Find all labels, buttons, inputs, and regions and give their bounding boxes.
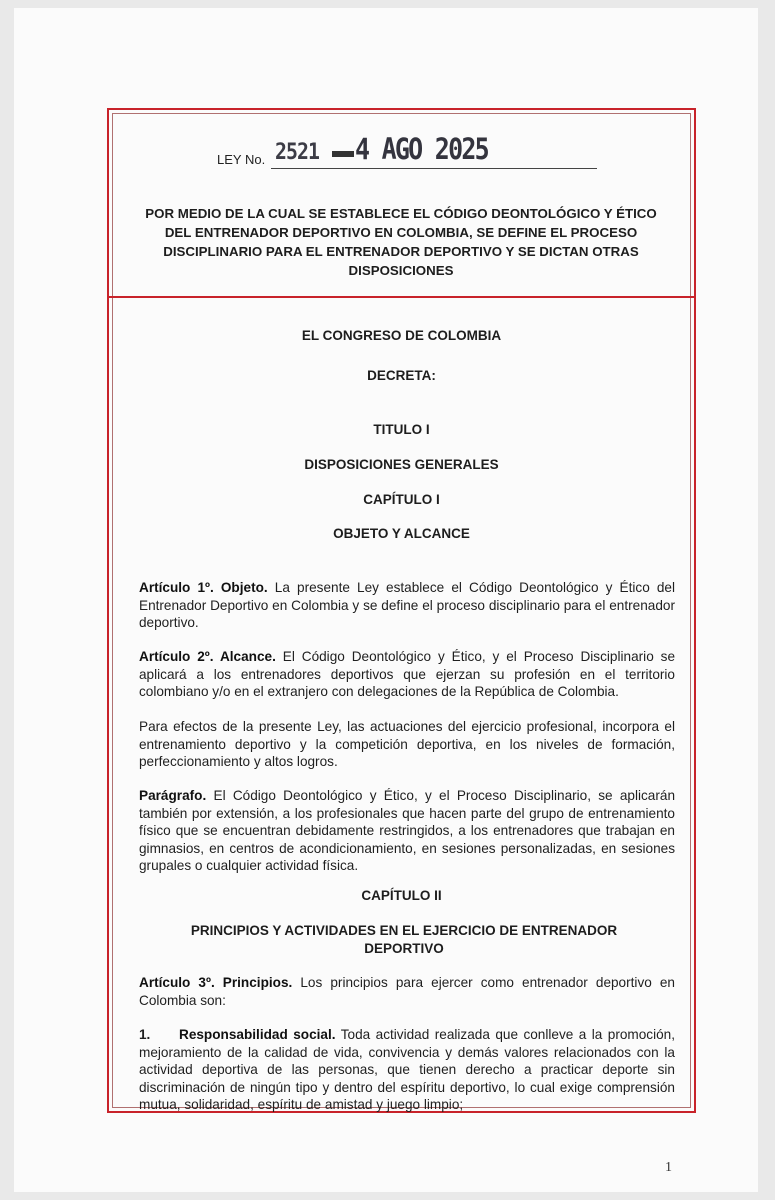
article-2-paragraph-2: Para efectos de la presente Ley, las actuaciones del ejercicio profesional, incorpora el entrenamiento deportivo y la competición deportiva, en los niveles de formación, perfeccionamiento y altos logros. [139, 719, 675, 769]
congress-heading: EL CONGRESO DE COLOMBIA [301, 328, 502, 343]
capitulo-2-heading: CAPÍTULO II [361, 888, 442, 903]
item-1-number: 1. [139, 1027, 151, 1042]
article-2-text: El Código Deontológico y Ético, y el Proceso Disciplinario se aplicará a los entrenadores deportivos que ejerzan su profesión en el territorio colombiano y/o en el extranjero con delegaciones de la República de Colombia. [139, 649, 676, 699]
item-1-text: Toda actividad realizada que conlleve a la promoción, mejoramiento de la calidad de vida, convivencia y demás valores relacionados con la actividad deportiva de las personas, que tienen derecho a practicar deporte sin discriminación de ningún tipo y dentro del espíritu deportivo, lo cual exige comprensión mutua, solidaridad, espíritu de amistad y juego limpio; [139, 1027, 676, 1112]
capitulo-1-heading: CAPÍTULO I [363, 492, 440, 507]
document-page [14, 8, 758, 1192]
paragrafo-text: El Código Deontológico y Ético, y el Proceso Disciplinario, se aplicarán también por extensión, a los profesionales que hacen parte del grupo de entrenamiento físico que se encuentran debidamente restringidos, a los entrenadores que trabajan en gimnasios, en centros de acondicionamiento, en sesiones personalizadas, en sesiones grupales o cualquier actividad física. [139, 788, 676, 873]
law-label: LEY No. [217, 152, 266, 167]
article-3-heading: Artículo 3º. Principios. [139, 975, 293, 990]
article-2 [139, 648, 675, 701]
decreta-heading: DECRETA: [367, 368, 436, 383]
law-number-line [217, 130, 597, 170]
article-2-heading: Artículo 2º. Alcance. [139, 649, 276, 664]
article-1-text: La presente Ley establece el Código Deontológico y Ético del Entrenador Deportivo en Colombia y se define el proceso disciplinario para el entrenador deportivo. [139, 580, 675, 630]
stamp-dash [332, 151, 354, 157]
objeto-heading: OBJETO Y ALCANCE [333, 526, 470, 541]
law-title: POR MEDIO DE LA CUAL SE ESTABLECE EL CÓDIGO DEONTOLÓGICO Y ÉTICO DEL ENTRENADOR DEPORTIVO EN COLOMBIA, SE DEFINE EL PROCESO DISCIPLINARIO PARA EL ENTRENADOR DEPORTIVO Y SE DICTAN OTRAS DISPOSICIONES [145, 206, 657, 278]
principle-item-1 [139, 1026, 675, 1114]
article-3 [139, 974, 675, 1009]
principios-heading: PRINCIPIOS Y ACTIVIDADES EN EL EJERCICIO DE ENTRENADOR DEPORTIVO [190, 923, 618, 956]
article-3-text: Los principios para ejercer como entrenador deportivo en Colombia son: [139, 975, 675, 1008]
law-date-stamp: 4 AGO 2025 [355, 132, 488, 166]
law-header [109, 110, 694, 298]
titulo-heading: TITULO I [373, 422, 430, 437]
article-1-heading: Artículo 1º. Objeto. [139, 580, 268, 595]
page-number: 1 [665, 1160, 672, 1175]
item-1-heading: Responsabilidad social. [179, 1027, 336, 1042]
article-1 [139, 579, 675, 632]
paragrafo-heading: Parágrafo. [139, 788, 207, 803]
law-frame [107, 108, 696, 1113]
paragrafo [139, 787, 675, 875]
law-underline [271, 168, 597, 169]
law-number-stamp: 2521 [275, 140, 320, 165]
disposiciones-heading: DISPOSICIONES GENERALES [304, 457, 499, 472]
